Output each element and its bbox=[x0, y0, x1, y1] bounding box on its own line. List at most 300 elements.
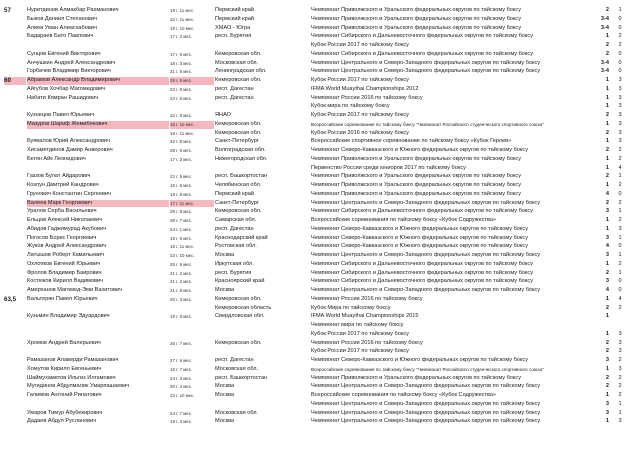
age-cell: 32 г. 8 мес. bbox=[170, 139, 193, 145]
points-cell: 2 bbox=[618, 199, 622, 206]
table-row bbox=[0, 322, 638, 330]
age-cell: 18 г. 8 мес. bbox=[170, 191, 193, 197]
points-cell: 3 bbox=[618, 339, 622, 346]
table-row bbox=[0, 173, 638, 181]
points-cell: 1 bbox=[618, 409, 622, 416]
age-cell: 19 г. 6 мес. bbox=[170, 235, 193, 241]
points-cell: 3 bbox=[618, 112, 622, 118]
region-cell: Волгоградская обл. bbox=[215, 147, 266, 153]
competition-cell: Чемпионат России 2016 по тайскому боксу bbox=[311, 295, 423, 302]
competition-cell: Чемпионат Приволжского и Уральского федеральных округов по тайскому боксу bbox=[311, 15, 521, 22]
weight-class-cell: 57 bbox=[4, 7, 11, 14]
place-cell: 2 bbox=[605, 42, 609, 48]
table-row bbox=[0, 182, 638, 190]
table-row bbox=[0, 217, 638, 225]
place-cell: 3 bbox=[605, 252, 609, 258]
table-row bbox=[0, 200, 638, 208]
age-cell: 21 г. 2 мес. bbox=[170, 270, 193, 276]
competition-cell: Всероссийские соревнования по тайскому боксу «Кубок Содружества» bbox=[311, 392, 497, 398]
points-cell: 0 bbox=[618, 24, 622, 31]
age-cell: 24 г. 7 мес. bbox=[170, 410, 193, 416]
competition-cell: Чемпионат Приволжского и Уральского федеральных округов по тайскому боксу bbox=[311, 24, 521, 31]
athlete-name-cell: Горбачев Владимир Викторович bbox=[27, 68, 111, 75]
region-cell: Москва bbox=[215, 287, 235, 293]
table-row bbox=[0, 305, 638, 313]
competition-cell: Чемпионат Сибирского и Дальневосточного федеральных округов по тайскому боксу bbox=[311, 278, 534, 285]
points-cell: 2 bbox=[618, 260, 622, 267]
athlete-name-cell: Абидов Гаджимурад Акубович bbox=[27, 225, 107, 232]
age-cell: 20 г. 3 мес. bbox=[170, 296, 193, 302]
age-cell: 19 г. 5 мес. bbox=[170, 314, 193, 320]
table-row bbox=[0, 348, 638, 356]
table-row bbox=[0, 243, 638, 251]
age-cell: 19 г. 11 мес. bbox=[170, 8, 195, 13]
place-cell: 1 bbox=[605, 225, 609, 232]
region-cell: респ. Башкортостан bbox=[215, 173, 268, 180]
athlete-name-cell: Жуков Андрей Александрович bbox=[27, 243, 107, 250]
place-cell: 3 bbox=[605, 409, 609, 416]
region-cell: Москва bbox=[215, 383, 235, 390]
age-cell: 28 г. 6 мес. bbox=[170, 148, 193, 153]
table-row bbox=[0, 60, 638, 68]
competition-cell: Чемпионат Центрального и Северо-Западного федеральных округов по тайскому боксу bbox=[311, 287, 541, 293]
place-cell: 2 bbox=[605, 112, 609, 118]
region-cell: Ленинградская обл. bbox=[215, 68, 267, 75]
points-cell: 2 bbox=[618, 42, 622, 48]
region-cell: респ. Башкортостан bbox=[215, 374, 268, 381]
competition-cell: Чемпионат Центрального и Северо-Западного федеральных округов по тайскому боксу bbox=[311, 418, 541, 425]
competition-cell: Чемпионат Северо-Кавказского и Южного федеральных округов по тайскому боксу bbox=[311, 234, 529, 241]
table-row bbox=[0, 392, 638, 400]
points-cell: 1 bbox=[618, 208, 622, 215]
region-cell: Пермский край bbox=[215, 190, 254, 197]
place-cell: 1 bbox=[605, 94, 609, 101]
points-cell: 3 bbox=[618, 85, 622, 92]
place-cell: 1 bbox=[605, 295, 609, 302]
athlete-name-cell: Латышов Роберт Камильевич bbox=[27, 252, 104, 258]
points-cell: 1 bbox=[618, 173, 622, 180]
table-row bbox=[0, 278, 638, 286]
athlete-name-cell: Алиев Уман Алиасхабович bbox=[27, 24, 97, 31]
competition-cell: Кубок России 2017 по тайскому боксу bbox=[311, 330, 409, 337]
athlete-name-cell: Рамазанов Алаверди Рамазанович bbox=[27, 357, 119, 363]
table-row bbox=[0, 95, 638, 103]
age-cell: 16 г. 10 мес. bbox=[170, 121, 214, 129]
competition-cell: Чемпионат Северо-Кавказского и Южного федеральных округов по тайскому боксу bbox=[311, 243, 529, 250]
table-row bbox=[0, 138, 638, 146]
region-cell: Москва bbox=[215, 252, 235, 258]
competition-cell: Чемпионат Северо-Кавказского и Южного федеральных округов по тайскому боксу bbox=[311, 357, 529, 363]
athlete-name-cell: Охлопков Евгений Юрьевич bbox=[27, 260, 101, 267]
competition-cell: Кубок России 2016 по тайскому боксу bbox=[311, 129, 409, 136]
table-row bbox=[0, 25, 638, 33]
points-cell: 0 bbox=[618, 15, 622, 22]
athlete-name-cell: Дадаев Абдул Русланович bbox=[27, 418, 97, 425]
competition-cell: Кубок России 2017 по тайскому боксу bbox=[311, 112, 409, 118]
competition-cell: Чемпионат России 2016 по тайскому боксу bbox=[311, 339, 423, 346]
points-cell: 3 bbox=[618, 94, 622, 101]
region-cell: Кемеровская обл. bbox=[215, 129, 262, 136]
place-cell: 1 bbox=[605, 418, 609, 425]
age-cell: 19 г. 10 мес. bbox=[170, 25, 195, 31]
region-cell: Кемеровская область bbox=[215, 304, 272, 311]
athlete-name-cell: Хомутов Кирилл Евгеньевич bbox=[27, 365, 102, 372]
points-cell: 3 bbox=[618, 120, 622, 127]
place-cell: 2 bbox=[605, 173, 609, 180]
age-cell: 22 г. 11 мес. bbox=[170, 16, 195, 22]
place-cell: 2 bbox=[605, 50, 609, 57]
athlete-name-cell: Анчушкин Андрей Александрович bbox=[27, 59, 116, 66]
age-cell: 19 г. 6 мес. bbox=[170, 183, 193, 188]
table-row bbox=[0, 16, 638, 24]
place-cell: 2 bbox=[605, 374, 609, 381]
points-cell: 0 bbox=[618, 190, 622, 197]
table-row bbox=[0, 331, 638, 339]
points-cell: 0 bbox=[618, 287, 622, 293]
age-cell: 22 г. 9 мес. bbox=[170, 113, 193, 118]
points-cell: 3 bbox=[618, 77, 622, 83]
table-row bbox=[0, 270, 638, 278]
age-cell: 29 г. 8 мес. bbox=[170, 209, 193, 215]
athlete-name-cell: Амерханов Магомед-Эми Вахитович bbox=[27, 287, 122, 293]
competition-cell: IFMA World Muaythai Championships 2012 bbox=[311, 85, 419, 92]
competition-cell: Чемпионат Центрального и Северо-Западного федеральных округов по тайскому боксу bbox=[311, 59, 541, 66]
competition-cell: Чемпионат Приволжского и Уральского федеральных округов по тайскому боксу bbox=[311, 173, 521, 180]
weight-class-cell: 60 bbox=[4, 77, 26, 85]
table-row bbox=[0, 340, 638, 348]
place-cell: 1 bbox=[605, 85, 609, 92]
age-cell: 17 г. 2 мес. bbox=[170, 34, 193, 40]
table-row bbox=[0, 112, 638, 120]
table-row bbox=[0, 86, 638, 94]
region-cell: Свердловская обл. bbox=[215, 313, 265, 320]
place-cell: 3 bbox=[605, 400, 609, 407]
athlete-name-cell: Газзов Булат Айдарович bbox=[27, 173, 91, 180]
region-cell: Кемеровская обл. bbox=[215, 339, 262, 346]
athlete-name-cell: Грунович Константин Сергеевич bbox=[27, 190, 112, 197]
points-cell: 4 bbox=[618, 164, 622, 171]
region-cell: Санкт-Петербург bbox=[215, 199, 259, 206]
age-cell: 21 г. 2 мес. bbox=[170, 279, 193, 285]
table-row bbox=[0, 287, 638, 295]
competition-cell: Чемпионат Приволжского и Уральского федеральных округов по тайскому боксу bbox=[311, 190, 521, 197]
table-row bbox=[0, 191, 638, 199]
table-row bbox=[0, 121, 638, 129]
age-cell: 24 г. 1 мес. bbox=[170, 226, 193, 232]
region-cell: респ. Дагестан bbox=[215, 225, 254, 232]
athlete-name-cell: Ельцов Алексей Николаевич bbox=[27, 217, 103, 223]
competition-cell: Чемпионат России 2016 по тайскому боксу bbox=[311, 94, 423, 101]
table-row bbox=[0, 235, 638, 243]
table-row bbox=[0, 410, 638, 418]
age-cell: 26 г. 6 мес. bbox=[170, 261, 193, 267]
place-cell: 1 bbox=[605, 217, 609, 223]
competition-cell: Всероссийские соревнования по тайскому боксу "Чемпионат Российского студенческого спортивного союза" bbox=[311, 366, 544, 372]
table-row bbox=[0, 383, 638, 391]
place-cell: 1 bbox=[605, 155, 609, 162]
table-row bbox=[0, 296, 638, 304]
points-cell: 3 bbox=[618, 225, 622, 232]
table-row bbox=[0, 68, 638, 76]
table-row bbox=[0, 252, 638, 260]
points-cell: 0 bbox=[618, 50, 622, 57]
place-cell: 2 bbox=[605, 348, 609, 355]
region-cell: Челябинская обл. bbox=[215, 182, 262, 188]
athlete-name-cell: Абрамов Александр Владимирович bbox=[27, 77, 169, 85]
competition-cell: Чемпионат Центрального и Северо-Западного федеральных округов по тайскому боксу bbox=[311, 252, 541, 258]
place-cell: 1 bbox=[605, 182, 609, 188]
table-row bbox=[0, 147, 638, 155]
place-cell: 2 bbox=[605, 147, 609, 153]
age-cell: 28 г. 7 мес. bbox=[170, 218, 193, 223]
points-cell: 3 bbox=[618, 129, 622, 136]
athlete-name-cell: Хромов Андрей Валерьевич bbox=[27, 339, 101, 346]
region-cell: Московская обл. bbox=[215, 365, 259, 372]
age-cell: 23 г. 8 мес. bbox=[170, 86, 193, 92]
table-row bbox=[0, 165, 638, 173]
place-cell: 4 bbox=[605, 190, 609, 197]
competition-cell: Чемпионат Приволжского и Уральского федеральных округов по тайскому боксу bbox=[311, 374, 521, 381]
place-cell: 2 bbox=[605, 199, 609, 206]
place-cell: 1 bbox=[605, 103, 609, 110]
region-cell: ЯНАО bbox=[215, 112, 232, 118]
points-cell: 3 bbox=[618, 138, 622, 145]
athlete-name-cell: Вальтерян Павел Юрьевич bbox=[27, 295, 98, 302]
place-cell: 4 bbox=[605, 287, 609, 293]
age-cell: 31 г. 5 мес. bbox=[170, 69, 193, 75]
competition-cell: Всероссийские спортивное соревнование по тайскому боксу «Кубок Героев» bbox=[311, 138, 512, 145]
place-cell: 3-4 bbox=[600, 24, 609, 31]
athlete-name-cell: Кузьмин Владимир Эдуардович bbox=[27, 313, 110, 320]
age-cell: 27 г. 6 мес. bbox=[170, 358, 193, 363]
place-cell: 2 bbox=[605, 7, 609, 13]
table-row bbox=[0, 7, 638, 15]
athlete-name-cell: Бегян Айк Леонидович bbox=[27, 155, 86, 162]
region-cell: Кемеровская обл. bbox=[215, 50, 262, 57]
athlete-name-cell: Нуритдинов Алмакбар Рахманович bbox=[27, 7, 119, 13]
table-row bbox=[0, 77, 638, 85]
athlete-name-cell: Бадараев Бато Павлович bbox=[27, 33, 94, 40]
place-cell: 1 bbox=[605, 77, 609, 83]
competition-cell: Чемпионат Центрального и Северо-Западного федеральных округов по тайскому боксу bbox=[311, 409, 541, 416]
place-cell: 3 bbox=[605, 278, 609, 285]
weight-class-cell: 63,5 bbox=[4, 295, 17, 303]
place-cell: 1 bbox=[605, 164, 609, 171]
place-cell: 2 bbox=[605, 304, 609, 311]
age-cell: 18 г. 3 мес. bbox=[170, 60, 193, 66]
points-cell: 0 bbox=[618, 59, 622, 66]
competition-cell: Первенство России среди юниоров 2017 по тайскому боксу bbox=[311, 164, 466, 171]
place-cell: 1 bbox=[605, 260, 609, 267]
table-row bbox=[0, 226, 638, 234]
athlete-name-cell: Буявалов Юрий Александрович bbox=[27, 138, 110, 145]
points-cell: 1 bbox=[618, 7, 622, 13]
place-cell: 2 bbox=[605, 383, 609, 390]
table-row bbox=[0, 261, 638, 269]
age-cell: 17 г. 6 мес. bbox=[170, 51, 193, 57]
points-cell: 2 bbox=[618, 392, 622, 398]
region-cell: респ. Дагестан bbox=[215, 85, 254, 92]
competition-cell: Чемпионат Центрального и Северо-Западного федеральных округов по тайскому боксу bbox=[311, 68, 541, 75]
region-cell: Краснодарский край bbox=[215, 234, 268, 241]
points-cell: 3 bbox=[618, 330, 622, 337]
age-cell: 22 г. 6 мес. bbox=[170, 95, 193, 101]
points-cell: 2 bbox=[618, 374, 622, 381]
region-cell: респ. Дагестан bbox=[215, 94, 254, 101]
athlete-name-cell: Мазуров Шариф Жемибекович bbox=[27, 121, 169, 129]
place-cell: 1 bbox=[605, 138, 609, 145]
age-cell: 18 г. 11 мес. bbox=[170, 244, 195, 250]
table-row bbox=[0, 42, 638, 50]
athlete-name-cell: Галимов Антоний Ринатович bbox=[27, 392, 102, 398]
table-row bbox=[0, 51, 638, 59]
competition-cell: Кубок России 2017 по тайскому боксу bbox=[311, 42, 409, 48]
athlete-name-cell: Погосов Борис Георгиевич bbox=[27, 234, 97, 241]
region-cell: Ростовская обл. bbox=[215, 243, 257, 250]
athlete-name-cell: Фролов Владимир Баирович bbox=[27, 269, 102, 276]
place-cell: 3 bbox=[605, 234, 609, 241]
age-cell: 16 г. 11 мес. bbox=[170, 130, 195, 136]
age-cell: 23 г. 10 мес. bbox=[170, 393, 195, 398]
region-cell: Иркутская обл. bbox=[215, 260, 254, 267]
place-cell: 1 bbox=[605, 313, 609, 320]
region-cell: Самарская обл. bbox=[215, 217, 257, 223]
place-cell: 2 bbox=[605, 339, 609, 346]
region-cell: респ. Бурятия bbox=[215, 269, 252, 276]
region-cell: Кемеровская обл. bbox=[215, 208, 262, 215]
points-cell: 4 bbox=[618, 295, 622, 302]
competition-cell: Всероссийские соревнования по тайскому боксу "Чемпионат Российского студенческого спортивного союза" bbox=[311, 121, 544, 127]
competition-cell: Чемпионат Сибирского и Дальневосточного федеральных округов по тайскому боксу bbox=[311, 50, 534, 57]
points-cell: 2 bbox=[618, 383, 622, 390]
place-cell: 1 bbox=[605, 392, 609, 398]
points-cell: 2 bbox=[618, 217, 622, 223]
competition-cell: Чемпионат Северо-Кавказского и Южного федеральных округов по тайскому боксу bbox=[311, 225, 529, 232]
points-cell: 3 bbox=[618, 418, 622, 425]
place-cell: 2 bbox=[605, 269, 609, 276]
competition-cell: Кубок России 2017 по тайскому боксу bbox=[311, 348, 409, 355]
place-cell: 4 bbox=[605, 243, 609, 250]
points-cell: 3 bbox=[618, 348, 622, 355]
place-cell: 1 bbox=[605, 330, 609, 337]
points-cell: 2 bbox=[618, 304, 622, 311]
place-cell: 2 bbox=[605, 129, 609, 136]
age-cell: 23 г. 10 мес. bbox=[170, 253, 195, 258]
competition-cell: Чемпионат Сибирского и Дальневосточного федеральных округов по тайскому боксу bbox=[311, 269, 534, 276]
table-row bbox=[0, 156, 638, 164]
athlete-name-cell: Кузнецов Павел Юрьевич bbox=[27, 112, 95, 118]
competition-cell: Чемпионат Сибирского и Дальневосточного федеральных округов по тайскому боксу bbox=[311, 208, 534, 215]
region-cell: Нижегородская обл. bbox=[215, 155, 268, 162]
competition-cell: Кубок мира по тайскому боксу bbox=[311, 103, 390, 110]
competition-cell: Чемпионат Приволжского и Уральского федеральных округов по тайскому боксу bbox=[311, 7, 521, 13]
place-cell: 3 bbox=[605, 208, 609, 215]
table-row bbox=[0, 33, 638, 41]
region-cell: респ. Дагестан bbox=[215, 357, 254, 363]
place-cell: 3 bbox=[605, 357, 609, 363]
points-cell: 2 bbox=[618, 155, 622, 162]
region-cell: Кемеровская обл. bbox=[215, 120, 262, 127]
table-row bbox=[0, 208, 638, 216]
place-cell: 1 bbox=[605, 120, 609, 127]
place-cell: 1 bbox=[605, 365, 609, 372]
region-cell: Москва bbox=[215, 418, 235, 425]
points-cell: 2 bbox=[618, 147, 622, 153]
athlete-name-cell: Шаймухаметов Ильгиз Илгамович bbox=[27, 374, 116, 381]
place-cell: 3-4 bbox=[600, 68, 609, 75]
age-cell: 24 г. 3 мес. bbox=[170, 375, 193, 381]
region-cell: Москва bbox=[215, 392, 235, 398]
competition-cell: Чемпионат Центрального и Северо-Западного федеральных округов по тайскому боксу bbox=[311, 400, 541, 407]
competition-cell: Чемпионат Приволжского и Уральского федеральных округов по тайскому боксу bbox=[311, 182, 521, 188]
competition-cell: Всероссийские соревнования по тайскому боксу «Кубок Содружества» bbox=[311, 217, 497, 223]
table-row bbox=[0, 103, 638, 111]
region-cell: респ. Бурятия bbox=[215, 33, 252, 40]
table-row bbox=[0, 357, 638, 365]
athlete-name-cell: Сунцов Евгений Викторович bbox=[27, 50, 101, 57]
place-cell: 3-4 bbox=[600, 15, 609, 22]
region-cell: Московская обл. bbox=[215, 59, 259, 66]
age-cell: 20 г. 4 мес. bbox=[170, 384, 193, 390]
competition-cell: Кубок России 2017 по тайскому боксу bbox=[311, 77, 409, 83]
points-cell: 0 bbox=[618, 278, 622, 285]
athlete-name-cell: Костюков Кирилл Вадимович bbox=[27, 278, 103, 285]
table-row bbox=[0, 313, 638, 321]
region-cell: Кемеровская обл. bbox=[215, 295, 262, 302]
region-cell: Пермский край bbox=[215, 7, 254, 13]
points-cell: 1 bbox=[618, 400, 622, 407]
age-cell: 25 г. 9 мес. bbox=[170, 77, 214, 85]
points-cell: 1 bbox=[618, 269, 622, 276]
competition-cell: Чемпионат Центрального и Северо-Западного федеральных округов по тайскому боксу bbox=[311, 383, 541, 390]
region-cell: ХМАО - Югра bbox=[215, 24, 251, 31]
competition-cell: Кубок Мира по тайскому боксу bbox=[311, 304, 391, 311]
age-cell: 18 г. 7 мес. bbox=[170, 366, 193, 372]
place-cell: 3-4 bbox=[600, 59, 609, 66]
age-cell: 21 г. 8 мес. bbox=[170, 288, 193, 293]
competition-cell: Чемпионат Сибирского и Дальневосточного федеральных округов по тайскому боксу bbox=[311, 260, 534, 267]
athlete-name-cell: Валеев Марк Георгиевич bbox=[27, 200, 169, 208]
table-row bbox=[0, 366, 638, 374]
region-cell: Санкт-Петербург bbox=[215, 138, 259, 145]
region-cell: Красноярский край bbox=[215, 278, 265, 285]
region-cell: Московская обл. bbox=[215, 409, 259, 416]
points-cell: 2 bbox=[618, 33, 622, 40]
table-row bbox=[0, 401, 638, 409]
points-cell: 2 bbox=[618, 182, 622, 188]
competition-cell: Чемпионат Северо-Кавказского и Южного федеральных округов по тайскому боксу bbox=[311, 147, 529, 153]
competition-cell: Чемпионат Приволжского и Уральского федеральных округов по тайскому боксу bbox=[311, 155, 521, 162]
region-cell: Кемеровская обл. bbox=[215, 77, 262, 83]
points-cell: 3 bbox=[618, 103, 622, 110]
age-cell: 17 г. 3 мес. bbox=[170, 156, 193, 162]
athlete-name-cell: Айгубов Хочбар Магомедович bbox=[27, 85, 106, 92]
points-cell: 1 bbox=[618, 252, 622, 258]
table-row bbox=[0, 418, 638, 426]
athlete-name-cell: Хисаметдинов Дамир Анверович bbox=[27, 147, 113, 153]
region-cell: Пермский край bbox=[215, 15, 254, 22]
athlete-name-cell: Умаров Тимур Абубекирович bbox=[27, 409, 103, 416]
competition-cell: Чемпионат мира по тайскому боксу bbox=[311, 322, 404, 328]
points-cell: 0 bbox=[618, 243, 622, 250]
table-row bbox=[0, 375, 638, 383]
age-cell: 26 г. 7 мес. bbox=[170, 340, 193, 346]
age-cell: 22 г. 5 мес. bbox=[170, 174, 193, 180]
points-cell: 1 bbox=[618, 234, 622, 241]
points-cell: 3 bbox=[618, 365, 622, 372]
age-cell: 18 г. 4 мес. bbox=[170, 419, 193, 425]
athlete-name-cell: Мугидинов Абдулмалик Умарпашаевич bbox=[27, 383, 130, 390]
